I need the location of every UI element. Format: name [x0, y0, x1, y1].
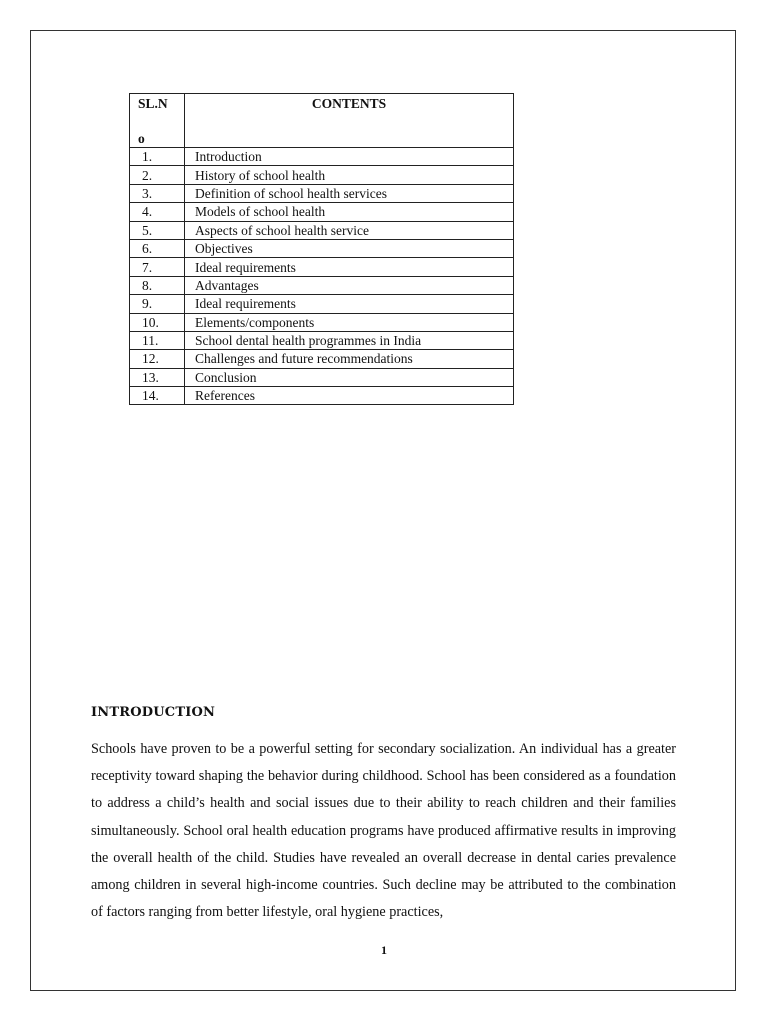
- row-item: Challenges and future recommendations: [185, 350, 514, 368]
- sl-no-header-line2: o: [138, 131, 145, 146]
- row-item: Introduction: [185, 148, 514, 166]
- table-row: [130, 203, 514, 221]
- row-item: Objectives: [185, 239, 514, 257]
- table-row: [130, 295, 514, 313]
- table-row: [130, 276, 514, 294]
- row-number: 7.: [130, 258, 185, 276]
- row-item: Ideal requirements: [185, 258, 514, 276]
- row-number: 6.: [130, 239, 185, 257]
- table-row: [130, 148, 514, 166]
- row-number: 2.: [130, 166, 185, 184]
- table-row: [130, 166, 514, 184]
- row-number: 4.: [130, 203, 185, 221]
- row-number: 1.: [130, 148, 185, 166]
- introduction-paragraph: Schools have proven to be a powerful setting for secondary socialization. An individual has a greater receptivity toward shaping the behavior during childhood. School has been considered as a foundation to address a child’s health and social issues due to their ability to reach children and their families simultaneously. School oral health education programs have produced affirmative results in improving the overall health of the child. Studies have revealed an overall decrease in dental caries prevalence among children in several high-income countries. Such decline may be attributed to the combination of factors ranging from better lifestyle, oral hygiene practices,: [91, 741, 676, 921]
- row-number: 9.: [130, 295, 185, 313]
- table-row: [130, 331, 514, 349]
- row-item: Conclusion: [185, 368, 514, 386]
- table-row: [130, 221, 514, 239]
- row-item: School dental health programmes in India: [185, 331, 514, 349]
- row-item: History of school health: [185, 166, 514, 184]
- row-number: 10.: [130, 313, 185, 331]
- row-item: References: [185, 387, 514, 405]
- row-number: 11.: [130, 331, 185, 349]
- row-number: 3.: [130, 184, 185, 202]
- row-item: Definition of school health services: [185, 184, 514, 202]
- table-row: [130, 368, 514, 386]
- table-row: [130, 350, 514, 368]
- row-number: 13.: [130, 368, 185, 386]
- row-number: 8.: [130, 276, 185, 294]
- row-item: Elements/components: [185, 313, 514, 331]
- row-number: 5.: [130, 221, 185, 239]
- contents-header: CONTENTS: [185, 94, 514, 148]
- table-row: [130, 184, 514, 202]
- row-number: 14.: [130, 387, 185, 405]
- sl-no-header: [130, 94, 185, 148]
- row-item: Ideal requirements: [185, 295, 514, 313]
- sl-no-header-line1: SL.N: [138, 96, 168, 111]
- page-number: 1: [381, 943, 387, 957]
- contents-table: [129, 93, 514, 405]
- row-number: 12.: [130, 350, 185, 368]
- table-row: [130, 313, 514, 331]
- row-item: Aspects of school health service: [185, 221, 514, 239]
- row-item: Models of school health: [185, 203, 514, 221]
- table-row: [130, 258, 514, 276]
- table-row: [130, 239, 514, 257]
- row-item: Advantages: [185, 276, 514, 294]
- contents-table-body: [130, 148, 514, 405]
- contents-table-header: [130, 94, 514, 148]
- section-title: INTRODUCTION: [91, 705, 216, 720]
- table-row: [130, 387, 514, 405]
